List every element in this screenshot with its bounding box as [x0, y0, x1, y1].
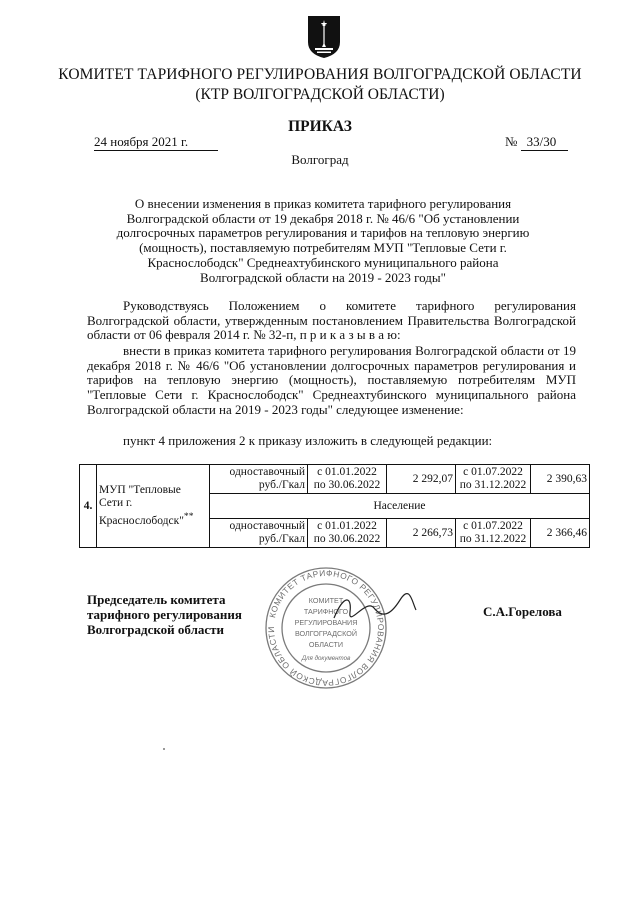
organization-name-cell: МУП "Тепловые Сети г. Краснослободск"	[99, 484, 184, 527]
document-number	[505, 134, 568, 151]
organization-cell	[97, 465, 210, 548]
scan-artifact	[163, 748, 165, 750]
tariff-value-cell: 2 366,46	[531, 519, 590, 548]
tariff-value-cell: 2 292,07	[387, 465, 456, 494]
signatory-position-text: Председатель комитета тарифного регулирования Волгоградской области	[87, 592, 242, 637]
body-paragraph-2	[87, 344, 576, 418]
unit-cell: одноставочный руб./Гкал	[210, 519, 308, 548]
unit-cell: одноставочный руб./Гкал	[210, 465, 308, 494]
seal-inner-line: ОБЛАСТИ	[308, 640, 344, 649]
organization-short-name: (КТР ВОЛГОГРАДСКОЙ ОБЛАСТИ)	[195, 86, 445, 103]
seal-inner-line: РЕГУЛИРОВАНИЯ	[294, 618, 358, 627]
signatory-position	[87, 592, 287, 637]
paragraph-text: внести в приказ комитета тарифного регулирования Волгоградской области от 19 декабря 2018 г. № 46/6 "Об установлении долгосрочных параметров регулирования и тарифов на тепловую энергию (мощность), поставляемую потребителям МУП "Тепловые Сети г. Краснослободск" Среднеахтубинского муниципального района Волгоградской области на 2019 - 2023 годы" следующее изменение:	[87, 343, 576, 417]
body-paragraph-1	[87, 299, 576, 343]
number-label: №	[505, 134, 518, 149]
period-cell: с 01.07.2022 по 31.12.2022	[456, 519, 531, 548]
period-cell: с 01.07.2022 по 31.12.2022	[456, 465, 531, 494]
document-city: Волгоград	[291, 152, 349, 167]
organization-name: КОМИТЕТ ТАРИФНОГО РЕГУЛИРОВАНИЯ ВОЛГОГРАДСКОЙ ОБЛАСТИ	[58, 66, 582, 83]
document-type: ПРИКАЗ	[288, 118, 352, 135]
signatory-name: С.А.Горелова	[483, 604, 562, 619]
seal-inner-line: КОМИТЕТ	[308, 596, 344, 605]
tariff-value-cell: 2 266,73	[387, 519, 456, 548]
tariff-table	[79, 464, 590, 548]
paragraph-text: Руководствуясь Положением о комитете тарифного регулирования Волгоградской области, утвержденным постановлением Правительства Волгоградской области от 06 февраля 2014 г. № 32-п, п р и к а з ы в а ю:	[87, 298, 576, 343]
body-paragraph-3	[87, 434, 576, 449]
seal-inner-line: ТАРИФНОГО	[303, 607, 349, 616]
handwritten-signature	[330, 588, 420, 628]
document-date: 24 ноября 2021 г.	[94, 134, 218, 151]
seal-outer-text: КОМИТЕТ ТАРИФНОГО РЕГУЛИРОВАНИЯ ВОЛГОГРАДСКОЙ ОБЛАСТИ	[265, 567, 387, 689]
period-cell: с 01.01.2022 по 30.06.2022	[308, 465, 387, 494]
period-cell: с 01.01.2022 по 30.06.2022	[308, 519, 387, 548]
section-label: Население	[210, 494, 590, 519]
document-subject: О внесении изменения в приказ комитета тарифного регулирования Волгоградской области от 19 декабря 2018 г. № 46/6 "Об установлении долгосрочных параметров регулирования и тарифов на тепловую энергию (мощность), поставляемую потребителям МУП "Тепловые Сети г. Краснослободск" Среднеахтубинского муниципального района Волгоградской области на 2019 - 2023 годы"	[116, 196, 530, 285]
organization-footnote-mark: **	[183, 511, 194, 523]
row-number: 4.	[80, 465, 97, 548]
tariff-value-cell: 2 390,63	[531, 465, 590, 494]
coat-of-arms-icon	[306, 14, 342, 60]
table-row	[80, 465, 590, 494]
seal-bottom-text: Для документов	[301, 655, 351, 662]
seal-inner-line: ВОЛГОГРАДСКОЙ	[294, 629, 358, 638]
number-value: 33/30	[521, 134, 569, 151]
paragraph-text: пункт 4 приложения 2 к приказу изложить в следующей редакции:	[123, 433, 493, 448]
